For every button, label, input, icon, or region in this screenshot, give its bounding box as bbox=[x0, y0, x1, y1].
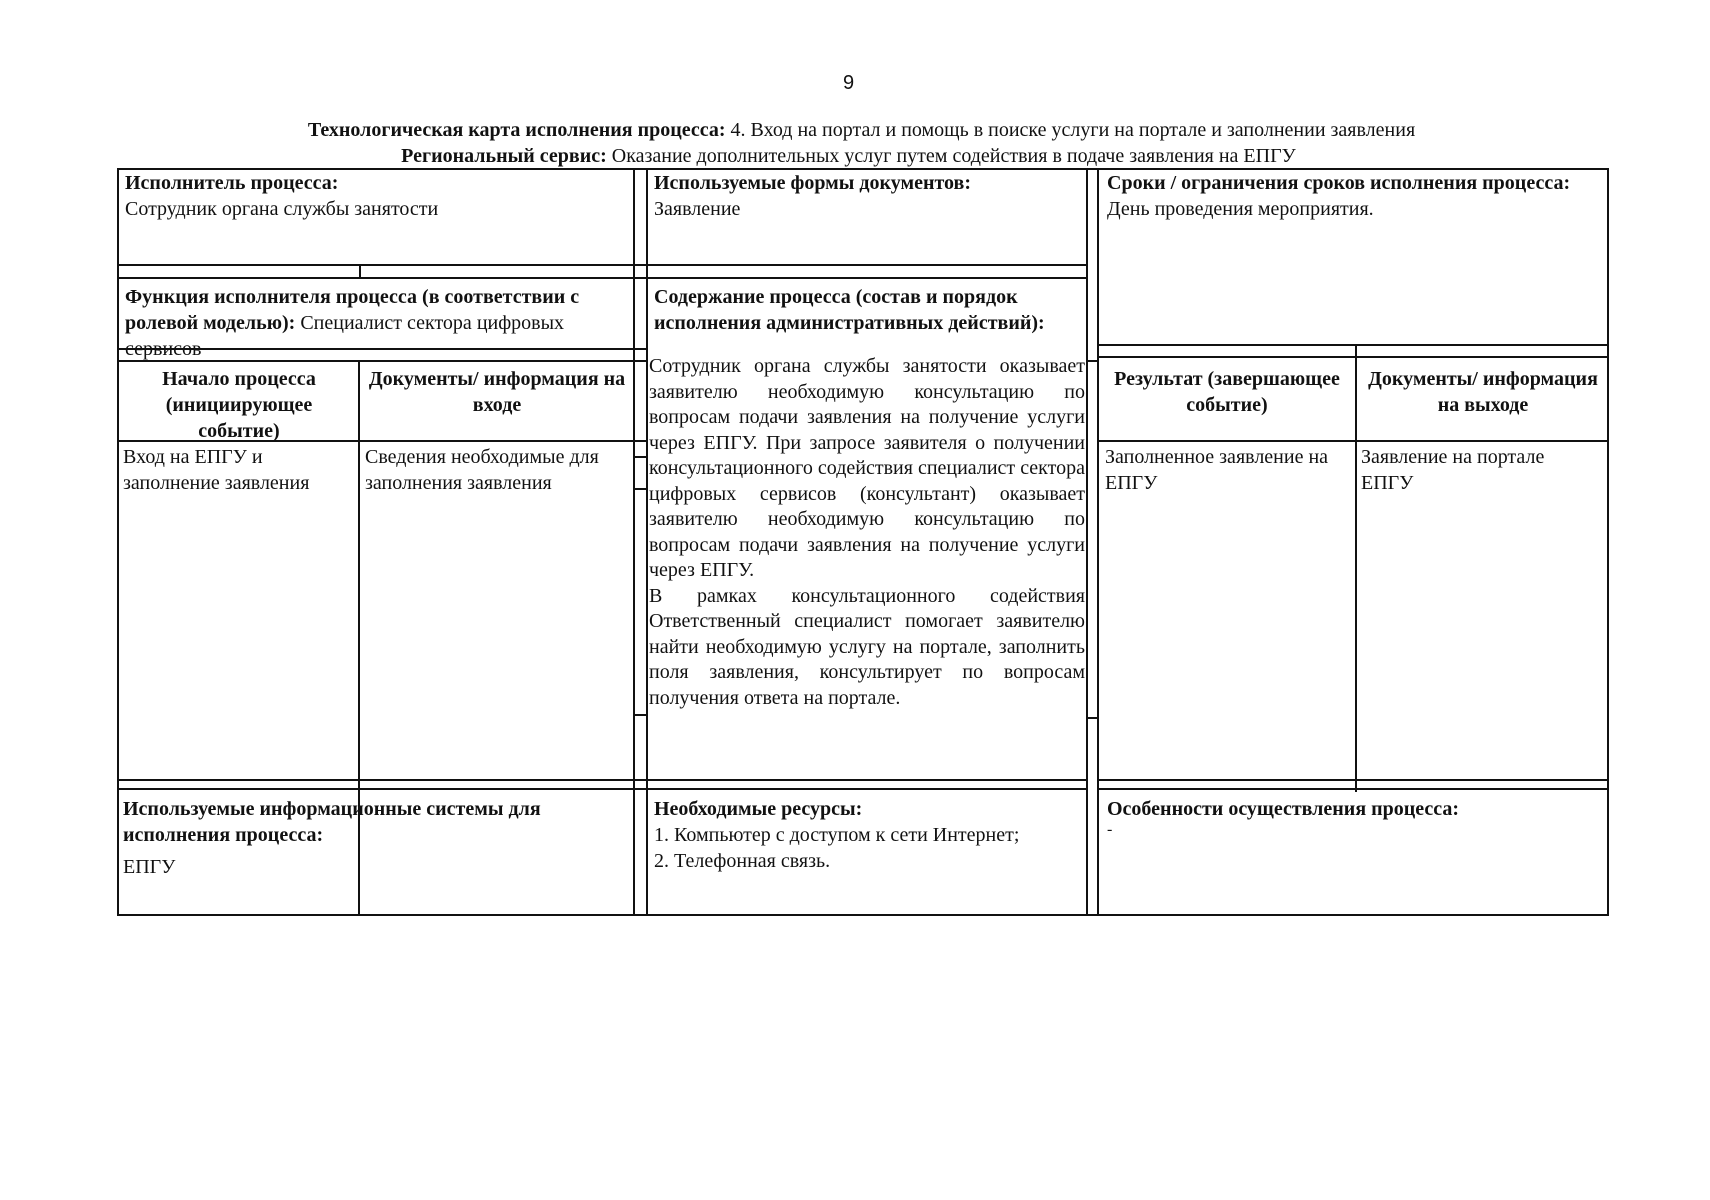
docs-out-value: Заявление на портале ЕПГУ bbox=[1361, 446, 1545, 494]
terms-label: Сроки / ограничения сроков исполнения процесса: bbox=[1107, 172, 1571, 194]
tick-mid-2 bbox=[633, 488, 647, 490]
row-line-executor bbox=[117, 264, 647, 266]
forms-value: Заявление bbox=[654, 198, 741, 220]
content-label: Содержание процесса (состав и порядок исполнения административных действий): bbox=[654, 286, 1045, 334]
row-line-terms bbox=[1097, 344, 1609, 346]
row-line-bottom-left-b bbox=[117, 788, 647, 790]
resources-label: Необходимые ресурсы: bbox=[654, 798, 863, 820]
docs-out-value-cell bbox=[1361, 444, 1601, 496]
systems-label: Используемые информационные системы для исполнения процесса: bbox=[123, 798, 541, 846]
title-line-1 bbox=[13, 118, 1710, 142]
terms-value: День проведения мероприятия. bbox=[1107, 198, 1374, 220]
divider-left-b bbox=[646, 168, 648, 916]
title-label: Технологическая карта исполнения процесса: bbox=[307, 119, 726, 141]
table-border-right bbox=[1607, 168, 1609, 916]
table-border-bottom bbox=[117, 914, 1609, 916]
result-header-cell bbox=[1103, 366, 1351, 418]
docs-in-header-cell bbox=[363, 366, 631, 418]
tick-mid-1 bbox=[633, 456, 647, 458]
row-line-bottom-mid bbox=[646, 779, 1087, 781]
row-line-bottom-right bbox=[1097, 779, 1609, 781]
forms-cell bbox=[654, 170, 1079, 222]
col-split-right bbox=[1355, 344, 1357, 792]
start-header-cell bbox=[123, 366, 355, 444]
result-value: Заполненное заявление на ЕПГУ bbox=[1105, 446, 1329, 494]
resources-item-1: 1. Компьютер с доступом к сети Интернет; bbox=[654, 824, 1020, 846]
row-line-executor-b bbox=[117, 277, 647, 279]
function-cell bbox=[125, 284, 629, 360]
resources-cell bbox=[654, 796, 1079, 874]
executor-value: Сотрудник органа службы занятости bbox=[125, 198, 439, 220]
result-value-cell bbox=[1105, 444, 1349, 496]
function-value: Специалист сектора цифровых сервисов bbox=[125, 312, 565, 360]
title-line-2 bbox=[0, 144, 1697, 168]
features-label: Особенности осуществления процесса: bbox=[1107, 798, 1460, 820]
features-cell bbox=[1107, 796, 1597, 840]
executor-cell bbox=[125, 170, 625, 222]
title-value: 4. Вход на портал и помощь в поиске услуги на портале и заполнении заявления bbox=[730, 119, 1416, 141]
features-value: - bbox=[1107, 821, 1113, 838]
docs-in-value-cell bbox=[365, 444, 627, 496]
docs-out-header-cell bbox=[1359, 366, 1607, 418]
divider-left-a bbox=[633, 168, 635, 916]
start-header: Начало процесса (инициирующее событие) bbox=[162, 368, 316, 442]
executor-label: Исполнитель процесса: bbox=[125, 172, 339, 194]
divider-right-b bbox=[1097, 168, 1099, 916]
divider-right-a bbox=[1086, 168, 1088, 916]
terms-cell bbox=[1107, 170, 1597, 222]
page-number: 9 bbox=[842, 72, 855, 94]
tick-right-1 bbox=[1086, 360, 1098, 362]
systems-cell bbox=[123, 796, 623, 880]
row-line-result-headers bbox=[1097, 440, 1609, 442]
row-line-bottom-right-b bbox=[1097, 788, 1609, 790]
content-paragraph-2: В рамках консультационного содействия Ответственный специалист помогает заявителю найти необходимую услугу на портале, заполнить поля заявления, консультирует по вопросам получения ответа на портале. bbox=[649, 584, 1085, 709]
tick-mid-4 bbox=[1086, 717, 1098, 719]
docs-out-header: Документы/ информация на выходе bbox=[1368, 368, 1598, 416]
tick-mid-3 bbox=[633, 714, 647, 716]
systems-value: ЕПГУ bbox=[123, 856, 176, 878]
content-header-cell bbox=[654, 284, 1074, 336]
service-value: Оказание дополнительных услуг путем содействия в подаче заявления на ЕПГУ bbox=[611, 145, 1296, 167]
process-table bbox=[117, 168, 1609, 916]
docs-in-value: Сведения необходимые для заполнения заявления bbox=[365, 446, 599, 494]
docs-in-header: Документы/ информация на входе bbox=[368, 368, 626, 416]
start-value-cell bbox=[123, 444, 351, 496]
tick-left-1 bbox=[359, 264, 361, 278]
row-line-bottom-left bbox=[117, 779, 647, 781]
row-line-forms-b bbox=[646, 277, 1087, 279]
content-paragraph-1: Сотрудник органа службы занятости оказывает заявителю необходимую консультацию по вопросам подачи заявления на получение услуги через ЕПГУ. При запросе заявителя о получении консультационного содействия специалист сектора цифровых сервисов (консультант) оказывает заявителю необходимую консультацию по вопросам подачи заявления на получение услуги через ЕПГУ. bbox=[649, 355, 1085, 581]
row-line-forms bbox=[646, 264, 1087, 266]
start-value: Вход на ЕПГУ и заполнение заявления bbox=[123, 446, 310, 494]
resources-item-2: 2. Телефонная связь. bbox=[654, 850, 831, 872]
row-line-bottom-mid-b bbox=[646, 788, 1087, 790]
row-line-terms-b bbox=[1097, 356, 1609, 358]
content-body-cell bbox=[649, 354, 1085, 711]
service-label: Региональный сервис: bbox=[401, 145, 607, 167]
table-border-left bbox=[117, 168, 119, 916]
forms-label: Используемые формы документов: bbox=[654, 172, 972, 194]
function-label: Функция исполнителя процесса (в соответствии с ролевой моделью): bbox=[125, 286, 580, 334]
result-header: Результат (завершающее событие) bbox=[1114, 368, 1340, 416]
